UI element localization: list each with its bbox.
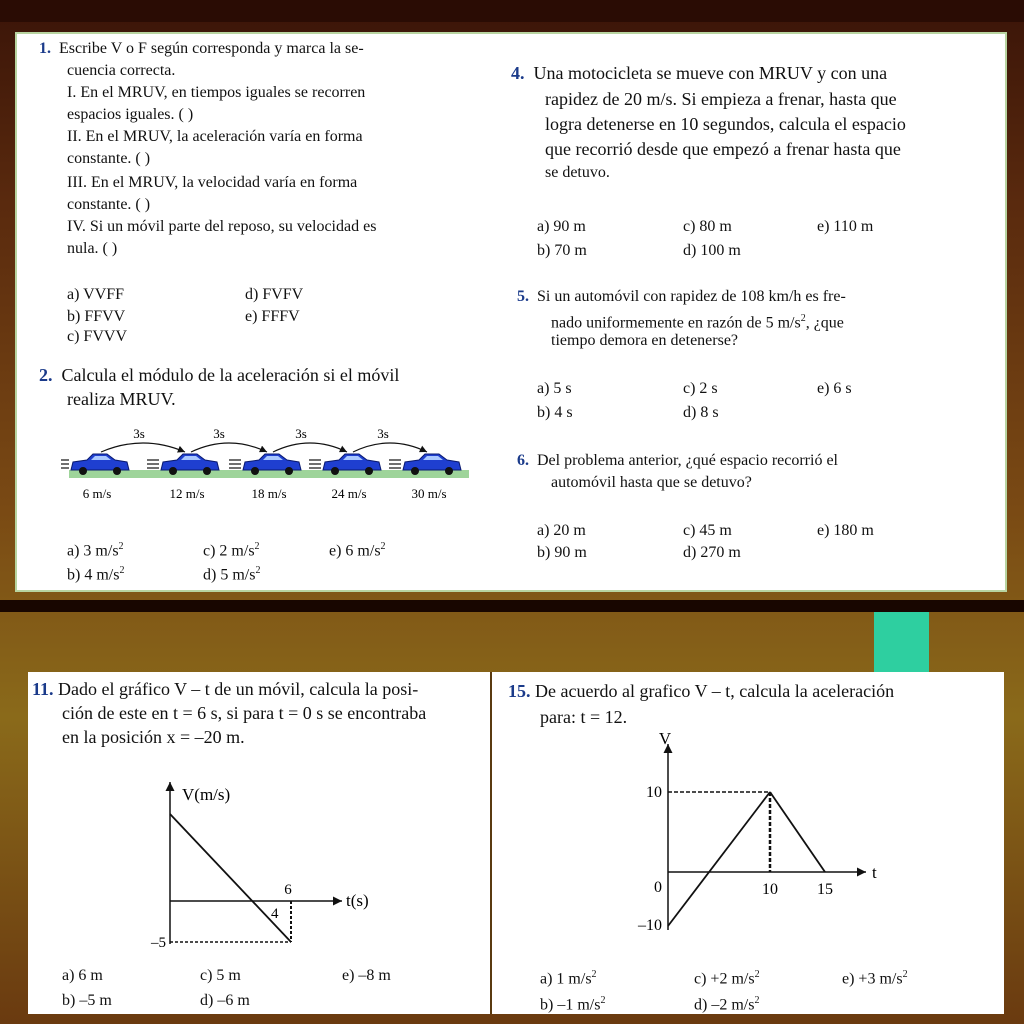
time-arcs [101,443,427,452]
q11-y-label: V(m/s) [182,785,231,804]
speed-label-4: 24 m/s [331,486,367,501]
q11-option-b[interactable]: b) –5 m [62,992,112,1009]
speed-label-2: 12 m/s [169,486,205,501]
q1-option-a[interactable]: a) VVFF [67,286,125,303]
worksheet-panel-top [15,32,1007,592]
q4-option-a[interactable]: a) 90 m [537,218,586,235]
q11-tick-6: 6 [284,882,292,898]
time-arc-4 [353,443,427,452]
speed-label-3: 18 m/s [251,486,287,501]
q15-option-b[interactable]: b) –1 $m/s^2$ [540,995,606,1014]
q1-option-e[interactable]: e) FFFV [245,308,300,325]
q15-number: 15. [508,681,531,701]
q6-line2: automóvil hasta que se detuvo? [551,474,752,491]
q1-statement-1b: espacios iguales. ( ) [67,106,194,123]
q15-y-label: V [658,730,672,748]
q15-line2: para: t = 12. [540,707,628,727]
teal-marker [874,612,929,672]
q6-option-e[interactable]: e) 180 m [817,522,874,539]
q1-title-line1: 1. Escribe V o F según corresponda y marca la se- [39,40,364,57]
speed-label-1: 6 m/s [82,486,112,501]
q1-title-line2: cuencia correcta. [67,62,176,79]
q6-option-a[interactable]: a) 20 m [537,522,586,539]
q1-statement-2b: constante. ( ) [67,150,151,167]
q5-option-a[interactable]: a) 5 s [537,380,572,397]
q2-cars-diagram [61,426,471,506]
q11-tick-neg5: –5 [151,935,166,951]
q1-statement-1a: I. En el MRUV, en tiempos iguales se recorren [67,84,366,101]
q4-line5: se detuvo. [545,164,610,181]
q5-number: 5. [517,288,529,305]
q4-option-d[interactable]: d) 100 m [683,242,741,259]
q1-option-d[interactable]: d) FVFV [245,286,304,303]
q4-line4: que recorrió desde que empezó a frenar hasta que [545,139,901,159]
q15-tick-10: 10 [646,784,662,801]
q15-x-label: t [872,863,877,882]
q11-x-label: t(s) [346,891,369,910]
q1-number: 1. [39,40,51,57]
q15-rising-line [668,792,770,926]
time-arc-1 [101,443,185,452]
q1-statement-2a: II. En el MRUV, la aceleración varía en forma [67,128,363,145]
q15-tick-t10: 10 [762,881,778,898]
q15-option-c[interactable]: c) +2 $m/s^2$ [694,969,760,988]
q11-line2: ción de este en t = 6 s, si para t = 0 s se encontraba [62,703,427,723]
time-label-4: 3s [377,426,389,441]
q4-line3: logra detenerse en 10 segundos, calcula el espacio [545,114,906,134]
q11-line3: en la posición x = –20 m. [62,727,245,747]
q2-option-d[interactable]: d) 5 $m/s^2$ [203,565,261,584]
worksheet-panel-bottom [28,672,1004,1014]
q11-vt-graph [128,772,428,952]
q1-statement-3b: constante. ( ) [67,196,151,213]
q11-tick-4: 4 [271,906,279,922]
q6-number: 6. [517,452,529,469]
q11-velocity-line [170,814,291,942]
q6-option-b[interactable]: b) 90 m [537,544,587,561]
time-label-1: 3s [133,426,145,441]
q2-number: 2. [39,365,53,385]
q5-option-c[interactable]: c) 2 s [683,380,718,397]
q11-option-d[interactable]: d) –6 m [200,992,250,1009]
q4-option-c[interactable]: c) 80 m [683,218,732,235]
time-arc-2 [191,443,267,452]
middle-band [0,600,1024,612]
q2-option-e[interactable]: e) 6 $m/s^2$ [329,541,386,560]
q1-option-b[interactable]: b) FFVV [67,308,126,325]
q11-option-a[interactable]: a) 6 m [62,967,103,984]
q15-tick-t15: 15 [817,881,833,898]
bottom-column-separator [490,672,492,1014]
q4-option-e[interactable]: e) 110 m [817,218,874,235]
q4-line2: rapidez de 20 m/s. Si empieza a frenar, hasta que [545,89,897,109]
q2-title-line2: realiza MRUV. [67,389,176,409]
q5-line2: nado uniformemente en razón de 5 $m/s^2$, ¿que [551,313,844,332]
q1-statement-3a: III. En el MRUV, la velocidad varía en forma [67,174,358,191]
q11-number: 11. [32,679,54,699]
q6-option-c[interactable]: c) 45 m [683,522,732,539]
q5-option-e[interactable]: e) 6 s [817,380,852,397]
q5-option-b[interactable]: b) 4 s [537,404,573,421]
q15-line1: 15. De acuerdo al grafico V – t, calcula la aceleración [508,681,895,701]
time-arc-3 [273,443,347,452]
q15-option-e[interactable]: e) +3 $m/s^2$ [842,969,908,988]
q6-line1: 6. Del problema anterior, ¿qué espacio recorrió el [517,452,838,469]
q2-title-line1: 2. Calcula el módulo de la aceleración si el móvil [39,365,400,385]
q15-tick-0: 0 [654,879,662,896]
speed-label-5: 30 m/s [411,486,447,501]
q2-option-a[interactable]: a) 3 $m/s^2$ [67,541,124,560]
time-label-2: 3s [213,426,225,441]
q15-option-a[interactable]: a) 1 $m/s^2$ [540,969,597,988]
q2-option-c[interactable]: c) 2 $m/s^2$ [203,541,260,560]
q15-tick-neg10: –10 [638,917,662,934]
q4-number: 4. [511,63,525,83]
q1-statement-4a: IV. Si un móvil parte del reposo, su velocidad es [67,218,377,235]
q4-option-b[interactable]: b) 70 m [537,242,587,259]
q15-vt-graph [618,730,878,940]
q5-option-d[interactable]: d) 8 s [683,404,719,421]
q2-option-b[interactable]: b) 4 $m/s^2$ [67,565,125,584]
q6-option-d[interactable]: d) 270 m [683,544,741,561]
q1-statement-4b: nula. ( ) [67,240,118,257]
q5-line1: 5. Si un automóvil con rapidez de 108 km/h es fre- [517,288,846,305]
q11-option-c[interactable]: c) 5 m [200,967,241,984]
road [69,470,469,478]
q1-option-c[interactable]: c) FVVV [67,328,127,345]
q11-line1: 11. Dado el gráfico V – t de un móvil, calcula la posi- [32,679,419,699]
q15-falling-line [770,792,825,872]
top-band [0,0,1024,22]
q15-option-d[interactable]: d) –2 $m/s^2$ [694,995,760,1014]
q5-line3: tiempo demora en detenerse? [551,332,739,349]
time-label-3: 3s [295,426,307,441]
q4-line1: 4. Una motocicleta se mueve con MRUV y con una [511,63,888,83]
q11-option-e[interactable]: e) –8 m [342,967,391,984]
